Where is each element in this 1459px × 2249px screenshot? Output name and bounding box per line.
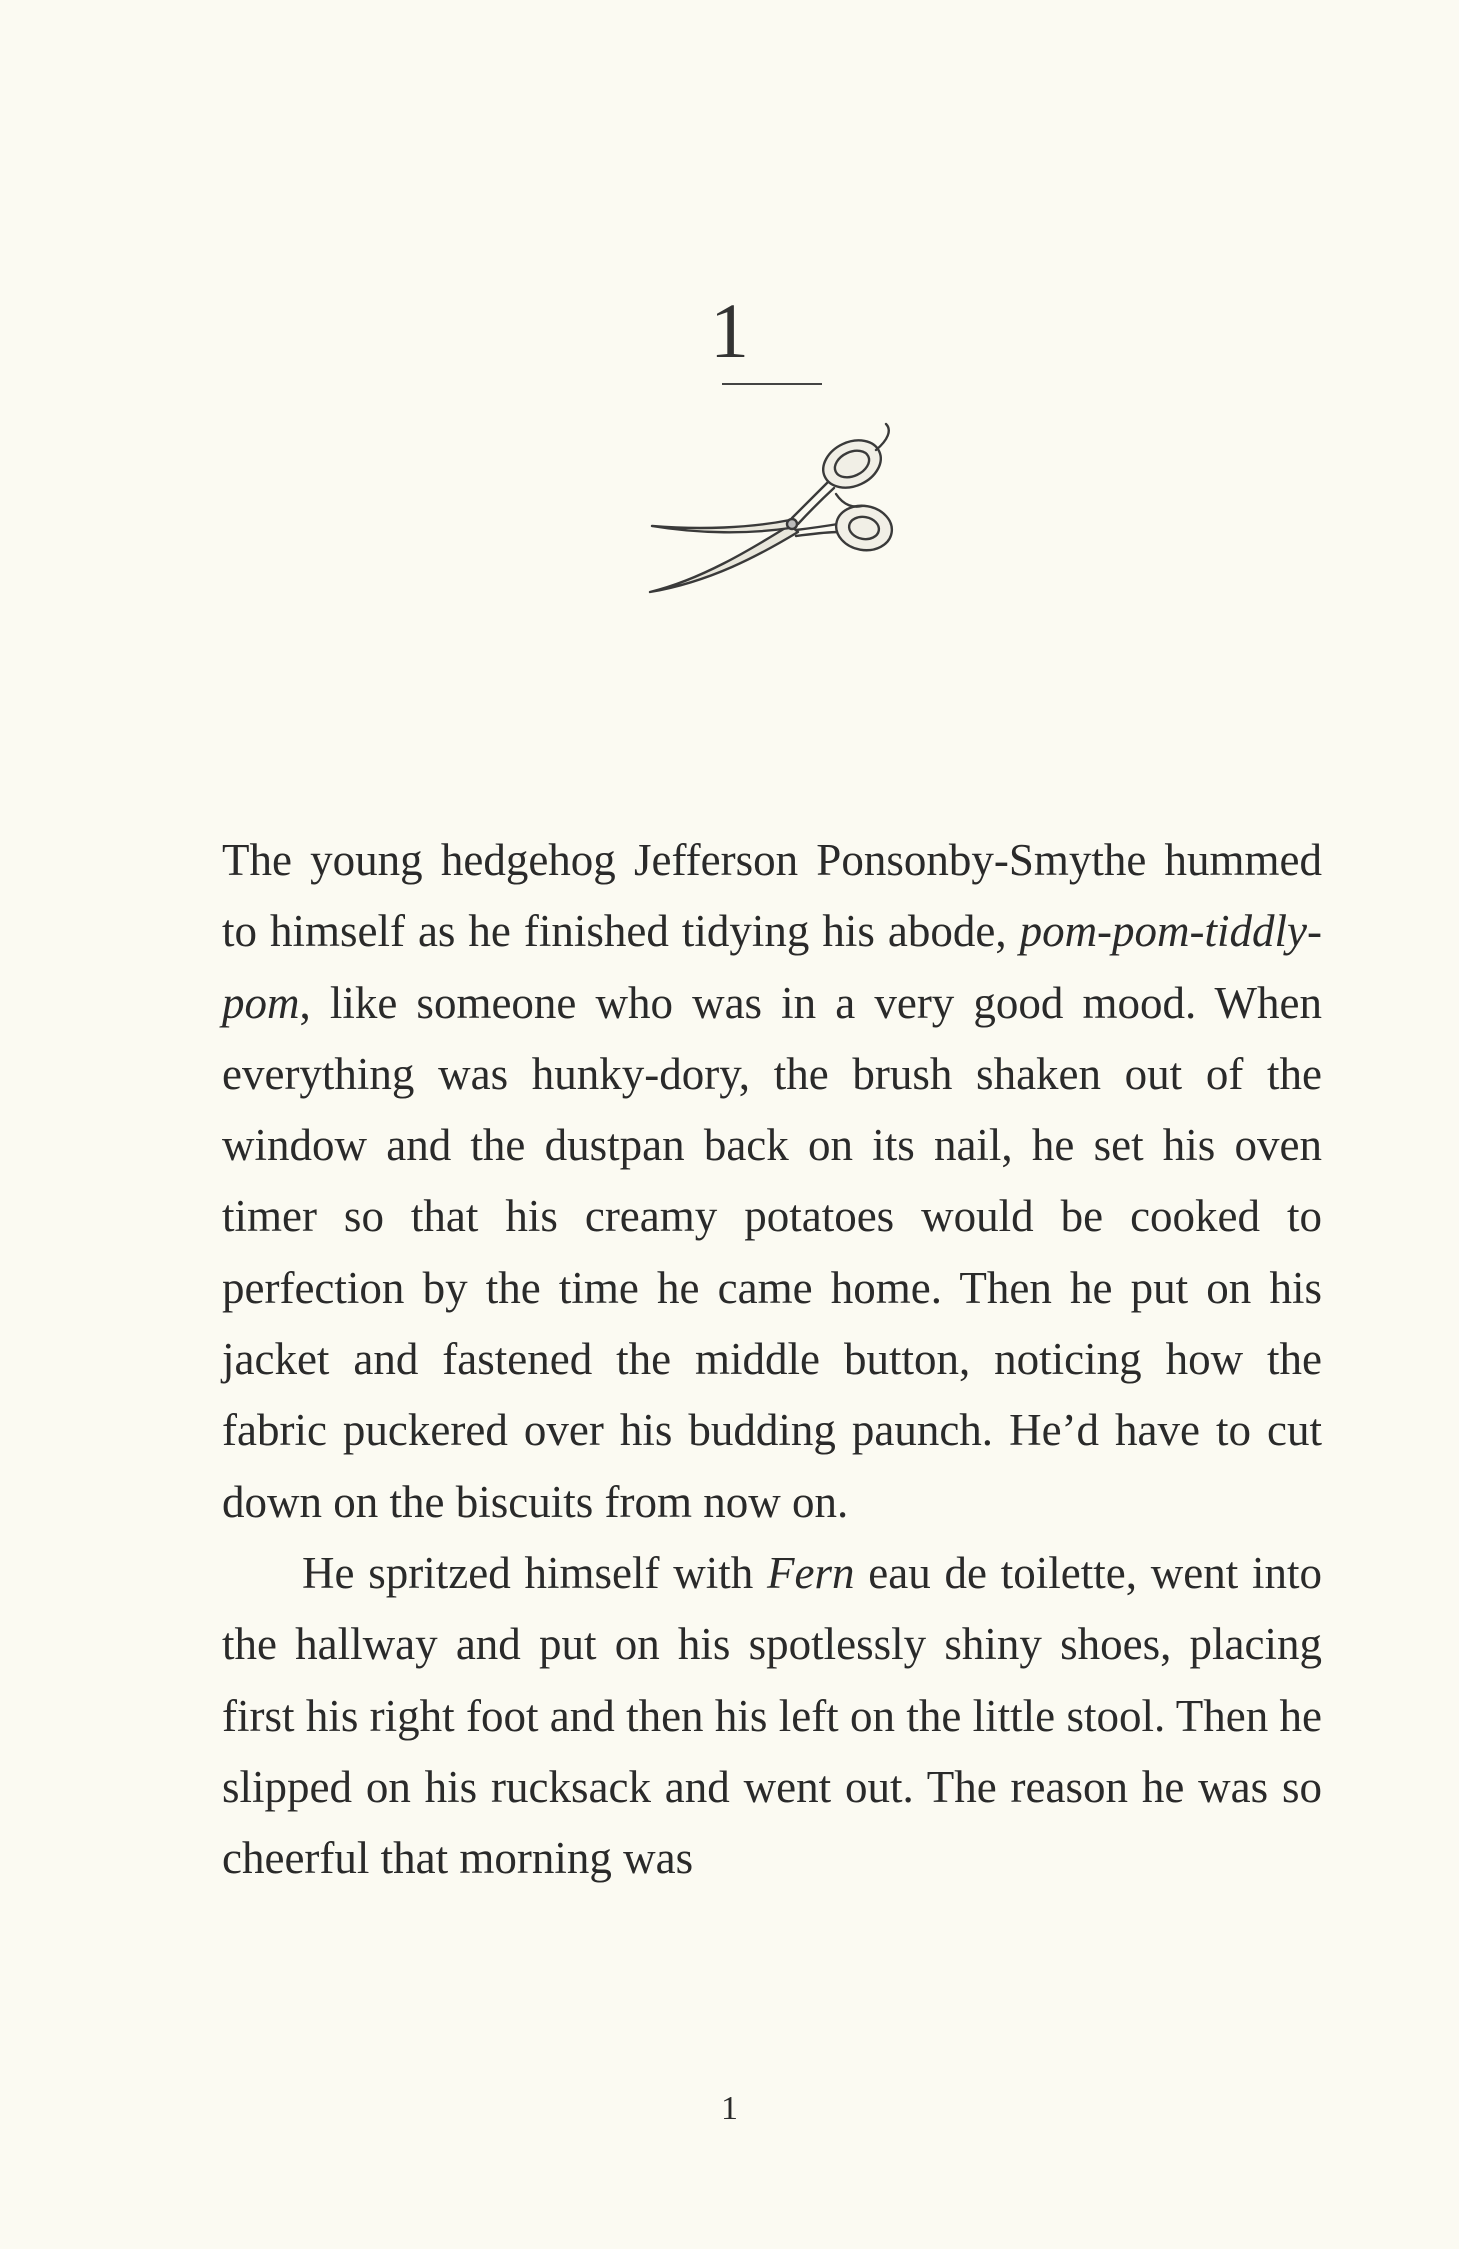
- paragraph: The young hedgehog Jefferson Ponsonby-Smythe hummed to himself as he finished tidying his abode, pom-pom-tiddly-pom, like someone who was in a very good mood. When everything was hunky-dory, the brush shaken out of the window and the dustpan back on its nail, he set his oven timer so that his creamy potatoes would be cooked to perfection by the time he came home. Then he put on his jacket and fastened the middle button, noticing how the fabric puckered over his budding paunch. He’d have to cut down on the biscuits from now on.: [222, 835, 1322, 1527]
- emphasized-text: Fern: [767, 1547, 855, 1598]
- page-number: 1: [721, 2090, 738, 2127]
- paragraph: He spritzed himself with Fern eau de toilette, went into the hallway and put on his spotlessly shiny shoes, placing first his right foot and then his left on the little stool. Then he slipped on his rucksack and went out. The reason he was so cheerful that morning was: [222, 1547, 1322, 1884]
- chapter-number: 1: [710, 287, 749, 374]
- emphasized-text: pom-pom-tiddly-pom: [222, 906, 1322, 1028]
- scissors-icon: [640, 420, 920, 610]
- chapter-underline: [722, 383, 822, 385]
- body-text: [222, 825, 1322, 1894]
